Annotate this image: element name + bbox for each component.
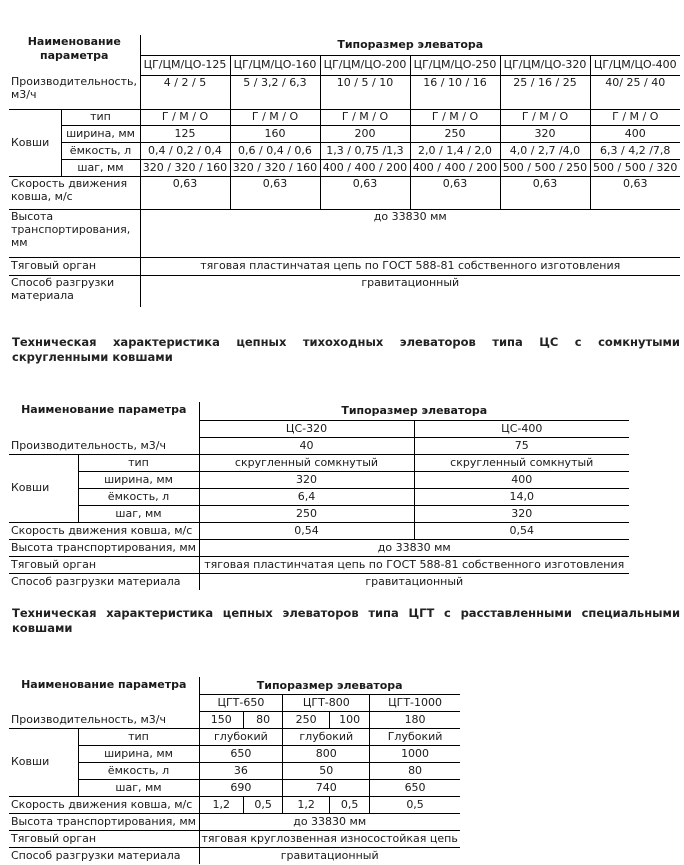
bucket-capacity-cell: 36 [199,762,283,779]
speed-cell: 0,63 [590,176,680,209]
speed-cell: 0,54 [199,522,414,539]
model-header: ЦГ/ЦМ/ЦО-125 [140,55,230,75]
model-header: ЦГ/ЦМ/ЦО-250 [410,55,500,75]
bucket-capacity-label: ёмкость, л [78,762,199,779]
model-header: ЦГ/ЦМ/ЦО-200 [320,55,410,75]
bucket-pitch-cell: 740 [283,779,370,796]
param-header-text: Наименование параметра [27,35,121,62]
bucket-capacity-cell: 80 [370,762,460,779]
section-heading-ts: Техническая характеристика цепных тихоходных элеваторов типа ЦС с сомкнутыми скругленными ковшами [12,335,680,364]
traction-cell: тяговая пластинчатая цепь по ГОСТ 588-81 собственного изготовления [199,556,629,573]
bucket-type-cell: глубокий [283,728,370,745]
traction-cell: тяговая пластинчатая цепь по ГОСТ 588-81 собственного изготовления [140,257,680,275]
row-label-unload [9,275,140,307]
bucket-width-cell: 650 [199,745,283,762]
bucket-width-cell: 1000 [370,745,460,762]
speed-cell: 0,63 [500,176,590,209]
bucket-pitch-cell: 400 / 400 / 200 [410,159,500,176]
model-header: ЦГ/ЦМ/ЦО-400 [590,55,680,75]
section-heading-cgt: Техническая характеристика цепных элеваторов типа ЦГТ с расставленными специальными ковшами [12,606,680,635]
productivity-cell: 10 / 5 / 10 [320,75,410,109]
bucket-type-label: тип [61,109,140,125]
bucket-type-cell: Г / М / О [590,109,680,125]
bucket-capacity-cell: 4,0 / 2,7 /4,0 [500,142,590,159]
speed-cell: 0,54 [414,522,629,539]
productivity-label: Производительность, м3/ч [9,437,199,454]
productivity-cell: 16 / 10 / 16 [410,75,500,109]
model-header: ЦС-400 [414,420,629,437]
bucket-pitch-cell: 690 [199,779,283,796]
height-label: Высота транспортирования, мм [11,209,131,249]
size-header: Типоразмер элеватора [199,402,629,420]
unload-label: Способ разгрузки материала [11,275,115,302]
traction-label: Тяговый орган [9,257,140,275]
unload-cell: гравитационный [199,573,629,590]
bucket-type-cell: Глубокий [370,728,460,745]
bucket-pitch-cell: 400 / 400 / 200 [320,159,410,176]
bucket-pitch-label: шаг, мм [78,505,199,522]
unload-label: Способ разгрузки материала [11,849,181,863]
bucket-pitch-cell: 650 [370,779,460,796]
bucket-type-cell: Г / М / О [500,109,590,125]
bucket-width-cell: 800 [283,745,370,762]
productivity-label: Производительность, м3/ч [9,711,199,728]
buckets-label: Ковши [9,454,78,522]
row-label-speed [9,176,140,209]
row-label-productivity [9,75,140,109]
bucket-pitch-cell: 320 / 320 / 160 [140,159,230,176]
bucket-capacity-cell: 0,6 / 0,4 / 0,6 [230,142,320,159]
model-header: ЦГТ-1000 [370,694,460,711]
bucket-pitch-label: шаг, мм [61,159,140,176]
height-cell: до 33830 мм [199,539,629,556]
speed-cell: 0,5 [329,796,369,813]
size-header: Типоразмер элеватора [140,35,680,55]
speed-cell: 0,63 [230,176,320,209]
bucket-width-label: ширина, мм [61,125,140,142]
bucket-width-cell: 400 [590,125,680,142]
bucket-pitch-cell: 500 / 500 / 250 [500,159,590,176]
height-label: Высота транспортирования, мм [9,539,199,556]
bucket-type-cell: глубокий [199,728,283,745]
bucket-width-cell: 400 [414,471,629,488]
productivity-cell: 40/ 25 / 40 [590,75,680,109]
unload-cell: гравитационный [140,275,680,307]
bucket-capacity-cell: 14,0 [414,488,629,505]
param-header: Наименование параметра [21,403,187,416]
unload-label: Способ разгрузки материала [11,575,181,589]
bucket-capacity-cell: 50 [283,762,370,779]
bucket-pitch-cell: 250 [199,505,414,522]
bucket-width-label: ширина, мм [78,745,199,762]
productivity-cell: 5 / 3,2 / 6,3 [230,75,320,109]
bucket-type-cell: Г / М / О [140,109,230,125]
productivity-cell: 4 / 2 / 5 [140,75,230,109]
bucket-width-cell: 250 [410,125,500,142]
bucket-width-cell: 320 [500,125,590,142]
row-label-height [9,209,140,257]
bucket-type-label: тип [78,728,199,745]
bucket-capacity-cell: 1,3 / 0,75 /1,3 [320,142,410,159]
speed-cell: 1,2 [199,796,244,813]
bucket-width-cell: 160 [230,125,320,142]
unload-cell: гравитационный [199,847,460,864]
height-cell: до 33830 мм [140,209,680,257]
model-header: ЦГТ-650 [199,694,283,711]
bucket-width-label: ширина, мм [78,471,199,488]
productivity-cell: 75 [414,437,629,454]
speed-cell: 0,63 [410,176,500,209]
buckets-label: Ковши [9,109,61,176]
productivity-label: Производительность, м3/ч [11,75,137,102]
productivity-cell: 180 [370,711,460,728]
param-header [9,35,140,75]
productivity-cell: 250 [283,711,330,728]
bucket-width-cell: 200 [320,125,410,142]
traction-label: Тяговый орган [9,830,199,847]
traction-label: Тяговый орган [9,556,199,573]
speed-cell: 0,5 [370,796,460,813]
elevator-table-cs [9,402,629,590]
bucket-width-cell: 320 [199,471,414,488]
productivity-cell: 150 [199,711,244,728]
height-cell: до 33830 мм [199,813,460,830]
bucket-capacity-label: ёмкость, л [61,142,140,159]
model-header: ЦГ/ЦМ/ЦО-320 [500,55,590,75]
bucket-capacity-cell: 6,3 / 4,2 /7,8 [590,142,680,159]
speed-cell: 0,63 [320,176,410,209]
param-header: Наименование параметра [21,678,187,691]
bucket-type-cell: скругленный сомкнутый [199,454,414,471]
productivity-cell: 40 [199,437,414,454]
productivity-cell: 100 [329,711,369,728]
model-header: ЦГТ-800 [283,694,370,711]
bucket-type-cell: Г / М / О [410,109,500,125]
bucket-pitch-cell: 320 / 320 / 160 [230,159,320,176]
bucket-type-cell: Г / М / О [230,109,320,125]
bucket-capacity-cell: 6,4 [199,488,414,505]
speed-cell: 0,63 [140,176,230,209]
bucket-pitch-cell: 320 [414,505,629,522]
elevator-table-cgt [9,677,460,864]
speed-cell: 1,2 [283,796,330,813]
bucket-type-label: тип [78,454,199,471]
bucket-pitch-cell: 500 / 500 / 320 [590,159,680,176]
speed-label: Скорость движения ковша, м/с [9,522,199,539]
model-header: ЦГ/ЦМ/ЦО-160 [230,55,320,75]
speed-cell: 0,5 [244,796,283,813]
model-header: ЦС-320 [199,420,414,437]
productivity-cell: 80 [244,711,283,728]
elevator-table-ts [9,35,680,307]
bucket-capacity-label: ёмкость, л [78,488,199,505]
bucket-pitch-label: шаг, мм [78,779,199,796]
bucket-capacity-cell: 2,0 / 1,4 / 2,0 [410,142,500,159]
bucket-capacity-cell: 0,4 / 0,2 / 0,4 [140,142,230,159]
size-header: Типоразмер элеватора [199,677,460,694]
bucket-type-cell: скругленный сомкнутый [414,454,629,471]
bucket-width-cell: 125 [140,125,230,142]
traction-cell: тяговая круглозвенная износостойкая цепь [199,830,460,847]
buckets-label: Ковши [9,728,78,796]
bucket-type-cell: Г / М / О [320,109,410,125]
height-label: Высота транспортирования, мм [9,813,199,830]
speed-label: Скорость движения ковша, м/с [11,176,128,203]
speed-label: Скорость движения ковша, м/с [9,796,199,813]
productivity-cell: 25 / 16 / 25 [500,75,590,109]
